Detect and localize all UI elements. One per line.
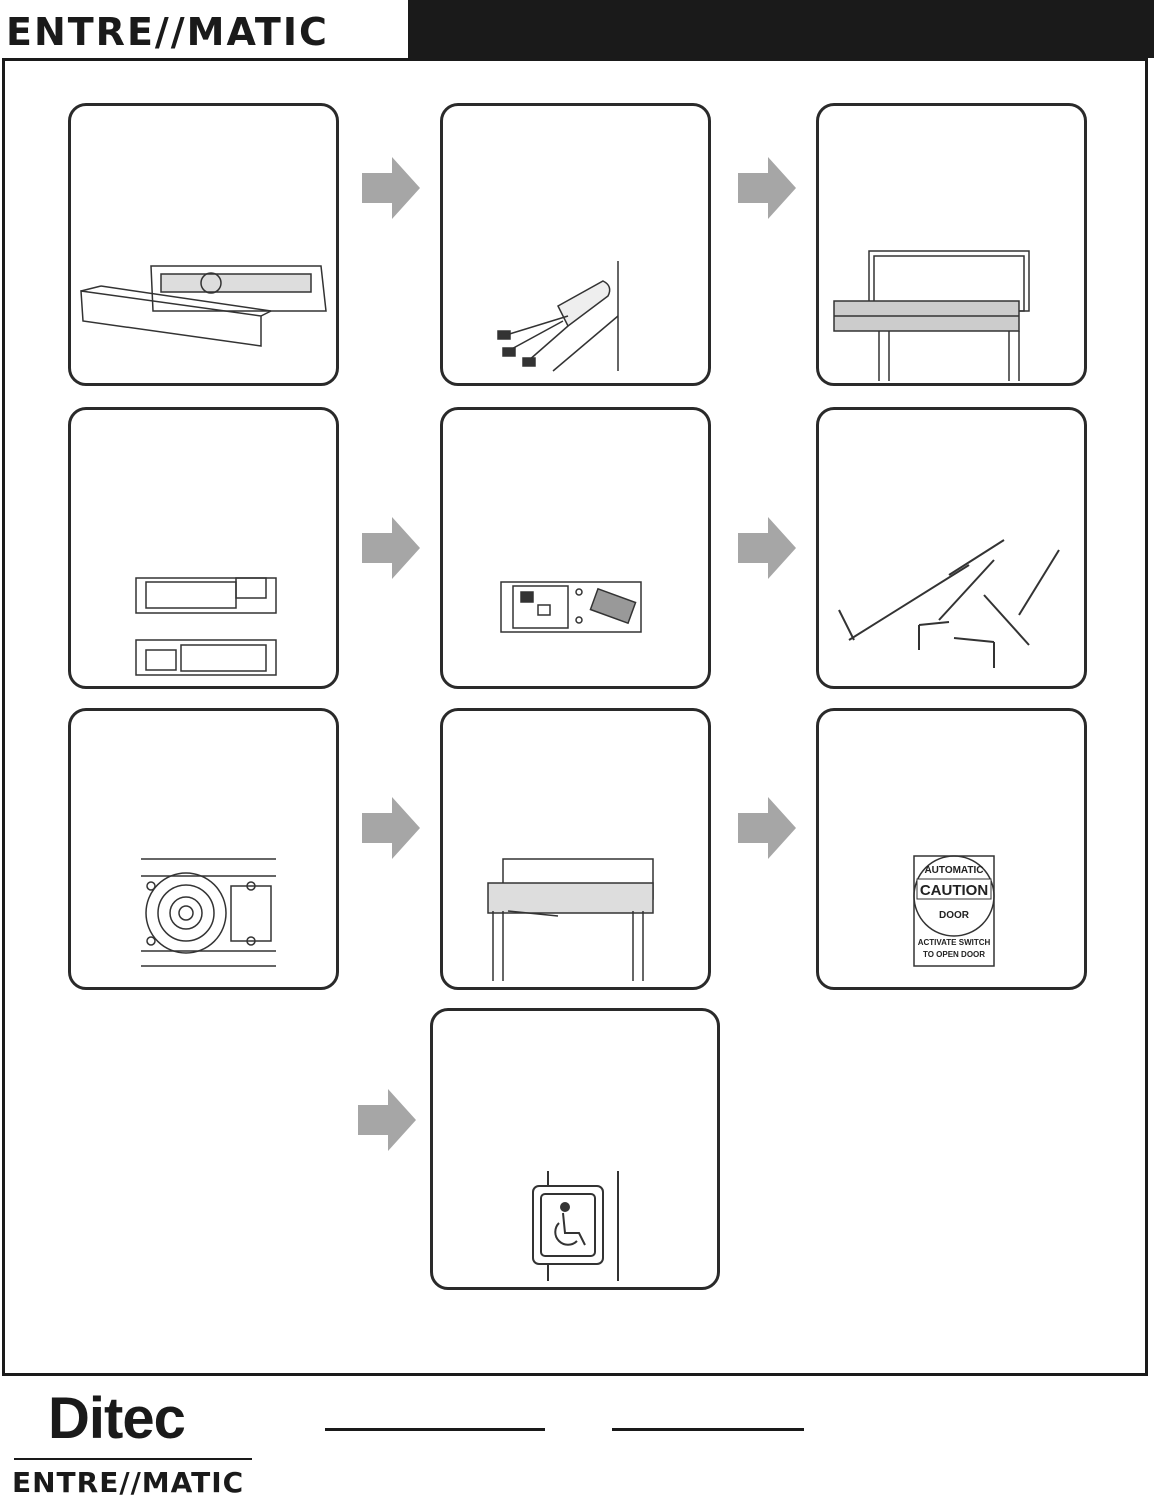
entrematic-logo: ENTRE//MATIC [6, 10, 329, 54]
arrow-right-icon [738, 517, 796, 579]
arrow-right-icon [362, 157, 420, 219]
footer-rule-1 [325, 1428, 545, 1431]
panel-installed-operator [440, 708, 711, 990]
panel-motor-spring [68, 708, 339, 990]
arrow-right-icon [738, 157, 796, 219]
ditec-logo: Ditec [48, 1386, 185, 1451]
panel-operator-cover [68, 103, 339, 386]
footer-rule-2 [612, 1428, 804, 1431]
sign-line1: AUTOMATIC [924, 865, 984, 876]
panel-header-mount [816, 103, 1087, 386]
arrow-right-icon [358, 1089, 416, 1151]
arrow-right-icon [362, 797, 420, 859]
header-bar [408, 0, 1154, 58]
panel-control-board [440, 407, 711, 689]
arrow-right-icon [738, 797, 796, 859]
sign-line2: CAUTION [919, 882, 989, 899]
panel-push-button [430, 1008, 720, 1290]
panel-cable-wires [440, 103, 711, 386]
sign-line5: TO OPEN DOOR [922, 950, 986, 959]
panel-arm-assemblies [816, 407, 1087, 689]
caution-sign [819, 711, 1084, 987]
panel-operator-units [68, 407, 339, 689]
sign-line3: DOOR [939, 910, 969, 921]
arrow-right-icon [362, 517, 420, 579]
panel-caution-sign [816, 708, 1087, 990]
sign-line4: ACTIVATE SWITCH [917, 938, 991, 947]
entrematic-footer-logo: ENTRE//MATIC [12, 1466, 245, 1499]
footer-divider [14, 1458, 252, 1460]
